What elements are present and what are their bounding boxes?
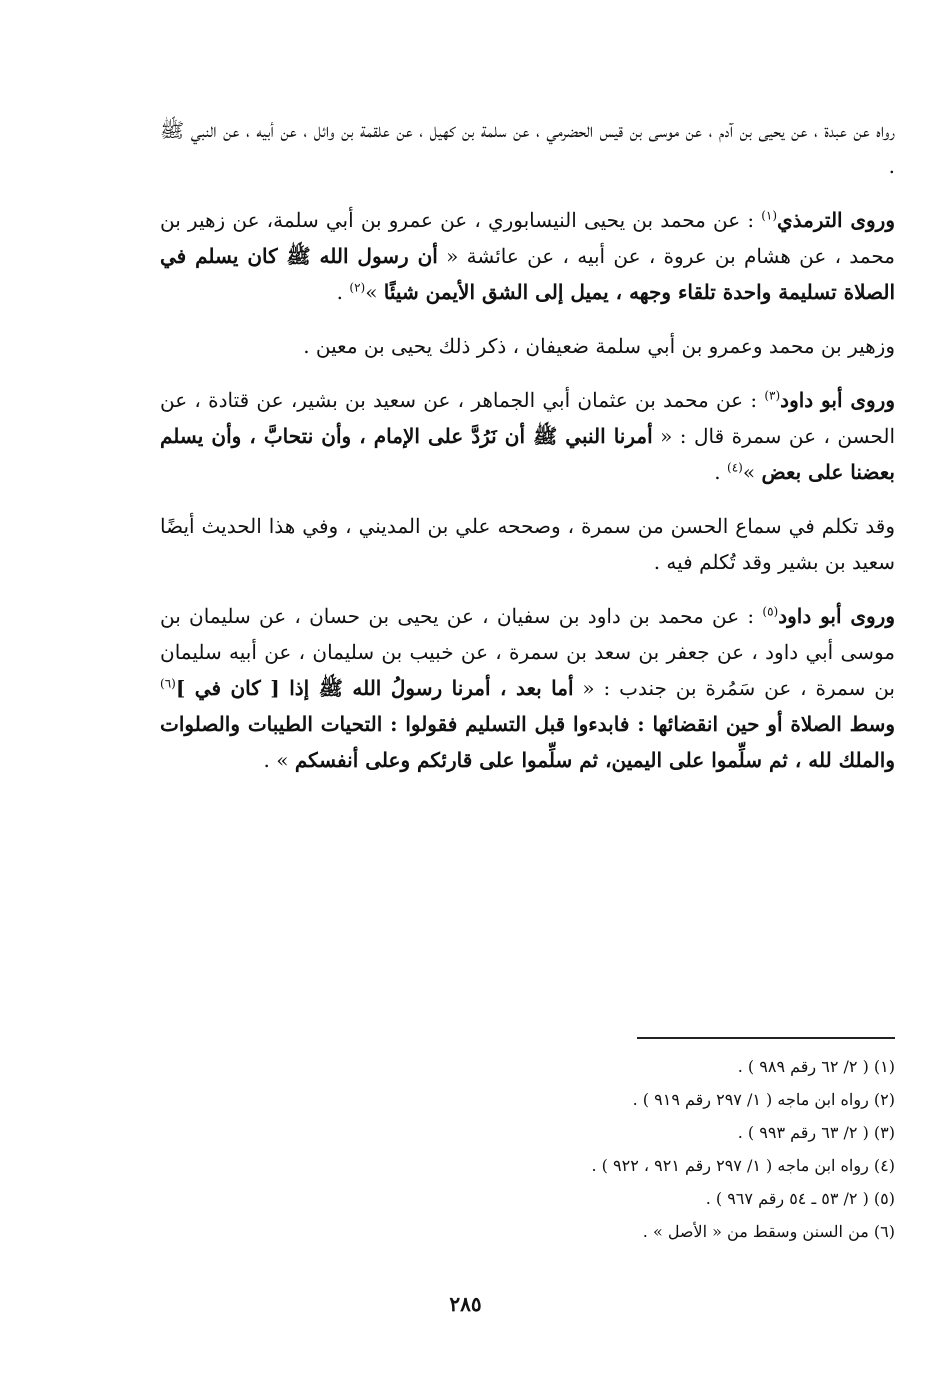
bold-text: أن رسول الله ﷺ كان يسلم في الصلاة تسليمة واحدة تلقاء وجهه ، يميل إلى الشق الأيمن شيئًا	[160, 244, 895, 304]
bold-text: وسط الصلاة أو حين انقضائها : فابدءوا قبل التسليم فقولوا : التحيات الطيبات والصلوات والملك لله ، ثم سلِّموا على اليمين، ثم سلِّموا على قارئكم وعلى أنفسكم	[160, 712, 895, 772]
paragraph	[160, 598, 895, 778]
text-segment: : عن محمد بن عثمان أبي الجماهر ، عن سعيد بن بشير، عن قتادة ، عن الحسن ، عن سمرة قال : «	[160, 388, 895, 448]
main-text	[160, 112, 895, 796]
footnote-ref: (٥)	[762, 604, 779, 619]
text-segment: : عن محمد بن يحيى النيسابوري ، عن عمرو بن أبي سلمة، عن زهير بن محمد ، عن هشام بن عروة ، عن أبيه ، عن عائشة «	[160, 208, 895, 268]
footnote: (٣) ( ٢/ ٦٣ رقم ٩٩٣ ) .	[737, 1123, 895, 1142]
text-segment: وزهير بن محمد وعمرو بن أبي سلمة ضعيفان ، ذكر ذلك يحيى بن معين .	[303, 334, 895, 358]
paragraph	[160, 112, 895, 184]
page-number: ٢٨٥	[449, 1292, 482, 1316]
footnotes	[300, 1050, 895, 1248]
footnote: (٥) ( ٢/ ٥٣ ـ ٥٤ رقم ٩٦٧ ) .	[705, 1189, 895, 1208]
text-segment: رواه عن عبدة ، عن يحيى بن آدم ، عن موسى بن قيس الحضرمي ، عن سلمة بن كهيل ، عن علقمة بن وائل ، عن أبيه ، عن النبي ﷺ .	[160, 118, 895, 178]
footnote: (٢) رواه ابن ماجه ( ١/ ٢٩٧ رقم ٩١٩ ) .	[632, 1090, 895, 1109]
bold-text: أمرنا النبي ﷺ أن نَرُدَّ على الإمام ، وأن نتحابَّ ، وأن يسلم بعضنا على بعض	[160, 424, 895, 484]
bold-text: وروى أبو داود	[780, 388, 895, 412]
text-segment: .	[714, 460, 728, 484]
text-segment: »	[365, 280, 384, 304]
paragraph	[160, 382, 895, 490]
footnote: (٤) رواه ابن ماجه ( ١/ ٢٩٧ رقم ٩٢١ ، ٩٢٢ ) .	[591, 1156, 895, 1175]
text-segment: وقد تكلم في سماع الحسن من سمرة ، وصححه علي بن المديني ، وفي هذا الحديث أيضًا سعيد بن بشير وقد تُكلم فيه .	[160, 514, 895, 574]
footnote-ref: (١)	[761, 208, 778, 223]
text-segment: » .	[263, 748, 295, 772]
footnote-separator	[637, 1037, 895, 1039]
bold-text: وروى الترمذي	[777, 208, 895, 232]
bold-text: وروى أبو داود	[778, 604, 895, 628]
bold-text: أما بعد ، أمرنا رسولُ الله ﷺ إذا [ كان في ]	[175, 676, 574, 700]
text-segment: .	[336, 280, 350, 304]
text-segment: »	[742, 460, 762, 484]
footnote-ref: (٤)	[727, 460, 743, 475]
paragraph	[160, 508, 895, 580]
text-segment: : عن محمد بن داود بن سفيان ، عن يحيى بن حسان ، عن سليمان بن موسى أبي داود ، عن جعفر بن سعد بن سمرة ، عن خبيب بن سليمان ، عن أبيه سليمان بن سمرة ، عن سَمُرة بن جندب : «	[160, 604, 896, 700]
paragraph	[160, 328, 895, 364]
footnote-ref: (٦)	[160, 676, 176, 691]
footnote: (٦) من السنن وسقط من « الأصل » .	[642, 1222, 895, 1241]
footnote: (١) ( ٢/ ٦٢ رقم ٩٨٩ ) .	[737, 1057, 895, 1076]
paragraph	[160, 202, 895, 310]
footnote-ref: (٣)	[764, 388, 781, 403]
footnote-ref: (٢)	[349, 280, 366, 295]
